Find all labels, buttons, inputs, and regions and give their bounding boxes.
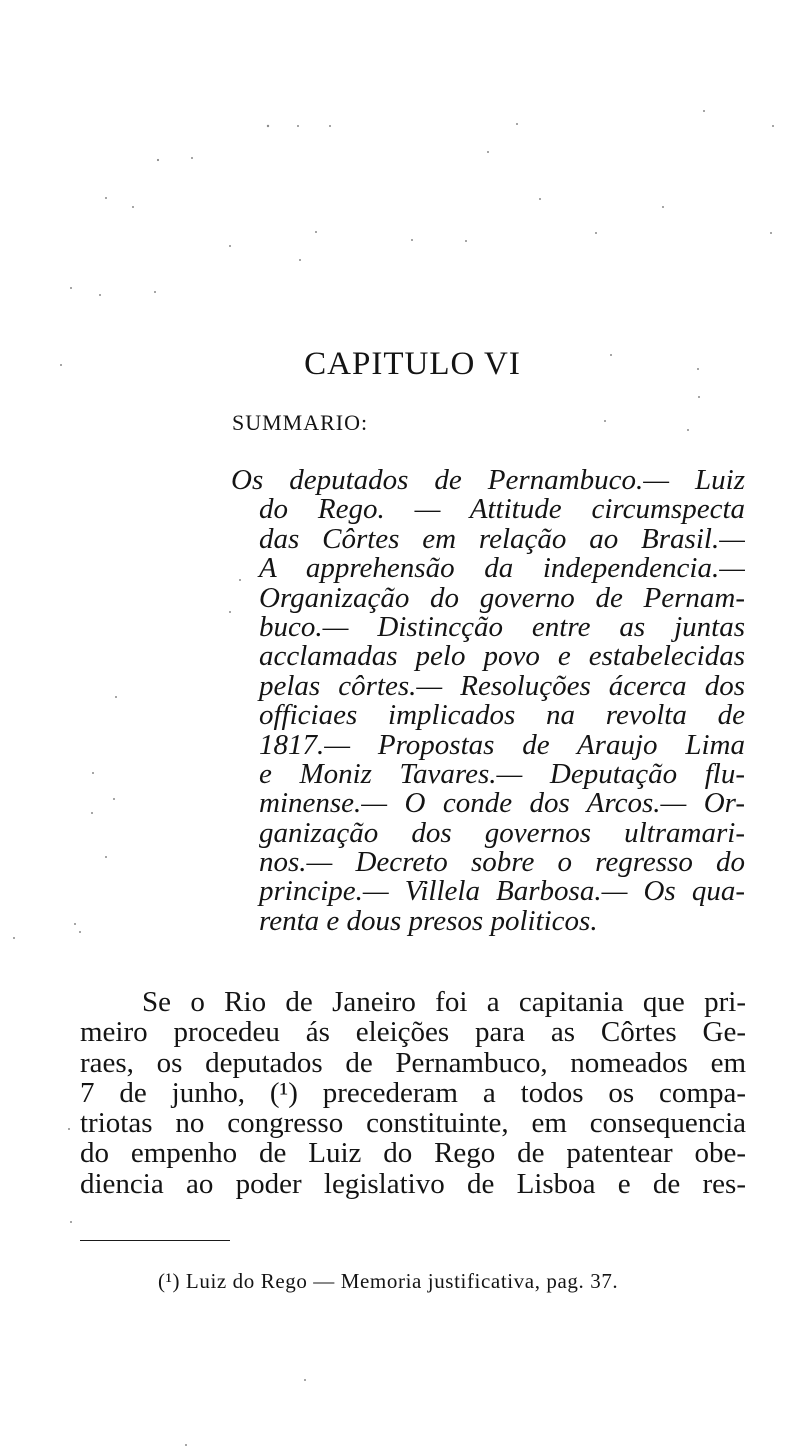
summary-line: minense.— O conde dos Arcos.— Or- — [259, 789, 745, 819]
summary-line: A apprehensão da independencia.— — [259, 554, 745, 584]
summary-line: Organização do governo de Pernam- — [259, 583, 745, 613]
body-line: do empenho de Luiz do Rego de patentear obe- — [80, 1138, 746, 1169]
summary-line: pelas côrtes.— Resoluções ácerca dos — [259, 671, 745, 702]
summary-line: Os deputados de Pernambuco.— Luiz — [231, 466, 745, 496]
summary-line: acclamadas pelo povo e estabelecidas — [259, 642, 745, 672]
summary-line: e Moniz Tavares.— Deputação flu- — [259, 759, 745, 790]
summary-line: das Côrtes em relação ao Brasil.— — [259, 524, 745, 555]
body-line: diencia ao poder legislativo de Lisboa e de res- — [80, 1168, 746, 1200]
chapter-summary — [231, 466, 745, 936]
body-line: 7 de junho, (¹) precederam a todos os compa- — [80, 1077, 746, 1109]
summary-line: do Rego. — Attitude circumspecta — [259, 495, 745, 525]
summary-line: ganização dos governos ultramari- — [259, 818, 745, 849]
body-line: triotas no congresso constituinte, em consequencia — [80, 1108, 746, 1139]
summary-line: nos.— Decreto sobre o regresso do — [259, 848, 745, 878]
footnote: (¹) Luiz do Rego — Memoria justificativa, pag. 37. — [158, 1269, 619, 1293]
body-line: raes, os deputados de Pernambuco, nomeados em — [80, 1047, 746, 1078]
summary-line: principe.— Villela Barbosa.— Os qua- — [259, 877, 745, 907]
body-line: Se o Rio de Janeiro foi a capitania que pri- — [142, 987, 746, 1018]
summary-label: SUMMARIO: — [232, 410, 369, 435]
summary-line: renta e dous presos politicos. — [259, 906, 598, 937]
summary-line: officiaes implicados na revolta de — [259, 701, 745, 731]
chapter-title: CAPITULO VI — [304, 346, 521, 382]
summary-line: buco.— Distincção entre as juntas — [259, 612, 745, 643]
footnote-divider — [80, 1240, 230, 1241]
body-line: meiro procedeu ás eleições para as Côrtes Ge- — [80, 1017, 746, 1048]
summary-line: 1817.— Propostas de Araujo Lima — [259, 730, 745, 760]
body-paragraph — [80, 987, 746, 1199]
